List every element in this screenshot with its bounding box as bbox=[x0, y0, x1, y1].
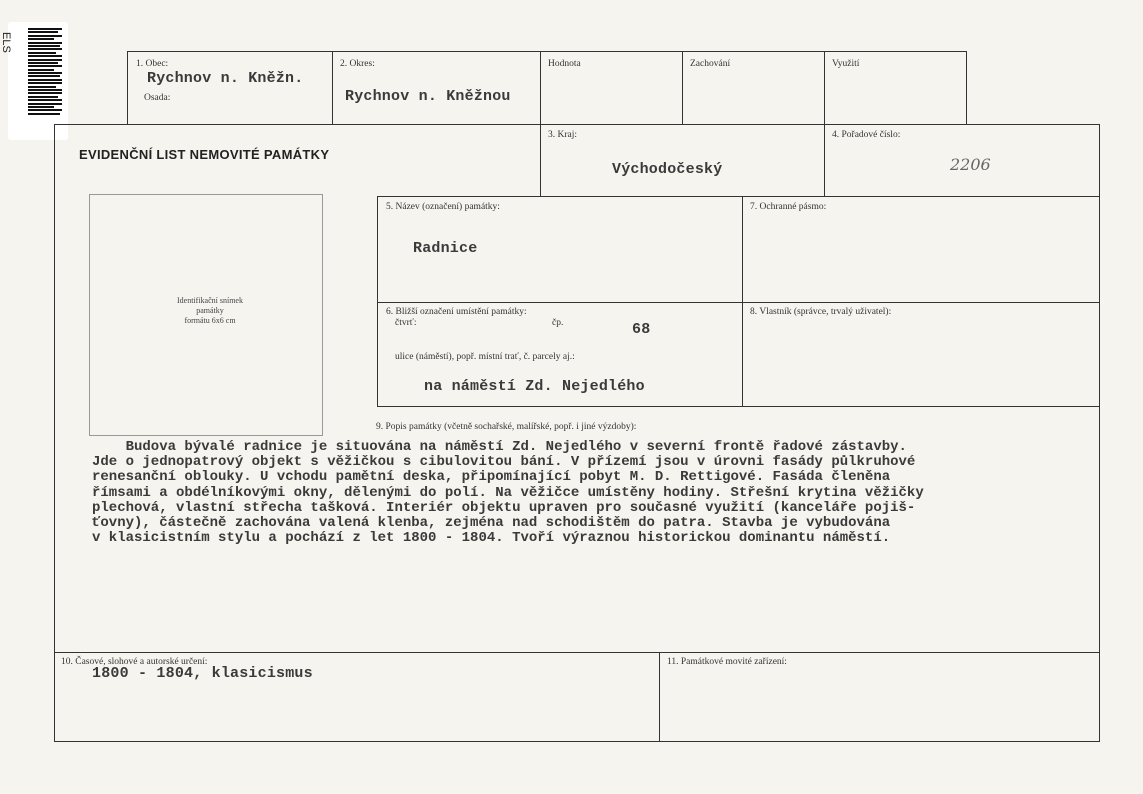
nazev-value: Radnice bbox=[413, 240, 478, 257]
popis-line: plechová, vlastní střecha tašková. Interiér objektu upraven pro současné využití (kanceláře pojiš- bbox=[92, 499, 916, 516]
vyuziti-label: Využití bbox=[832, 59, 860, 69]
photo-caption bbox=[150, 296, 270, 326]
ulice-value: na náměstí Zd. Nejedlého bbox=[424, 378, 645, 395]
popis-line: římsami a obdélníkovými okny, dělenými do polí. Na věžičce umístěny hodiny. Střešní krytina věžičky bbox=[92, 484, 924, 501]
popis-line: renesanční oblouky. U vchodu pamětní deska, připomínající pobyt M. D. Rettigové. Fasáda členěna bbox=[92, 469, 891, 486]
ochranne-label: 7. Ochranné pásmo: bbox=[750, 202, 827, 212]
okres-label: 2. Okres: bbox=[340, 59, 375, 69]
form-title: EVIDENČNÍ LIST NEMOVITÉ PAMÁTKY bbox=[79, 147, 330, 162]
movite-label: 11. Památkové movité zařízení: bbox=[667, 657, 787, 667]
barcode bbox=[28, 28, 62, 118]
photo-caption-line1: Identifikační snímek bbox=[177, 296, 243, 305]
popis-line: ťovny), částečně zachována valená klenba, zejména nad schodištěm do patra. Stavba je vybudována bbox=[92, 515, 891, 532]
okres-value: Rychnov n. Kněžnou bbox=[345, 88, 511, 105]
ochranne-box bbox=[742, 196, 1100, 303]
stamp-code: ELS bbox=[0, 32, 12, 53]
popis-line: Budova bývalé radnice je situována na náměstí Zd. Nejedlého v severní frontě řadové zástavby. bbox=[92, 439, 907, 455]
hodnota-label: Hodnota bbox=[548, 59, 581, 69]
ulice-label: ulice (náměstí), popř. místní trať, č. parcely aj.: bbox=[395, 352, 575, 362]
poradove-label: 4. Pořadové číslo: bbox=[832, 130, 901, 140]
poradove-value: 2206 bbox=[950, 155, 991, 174]
popis-divider bbox=[377, 406, 1100, 407]
nazev-label: 5. Název (označení) památky: bbox=[386, 202, 500, 212]
popis-line: Jde o jednopatrový objekt s věžičkou s cibulovitou bání. V přízemí jsou v úrovni fasády půlkruhové bbox=[92, 454, 916, 471]
cp-label: čp. bbox=[552, 318, 564, 328]
kraj-label: 3. Kraj: bbox=[548, 130, 578, 140]
cas-label: 10. Časové, slohové a autorské určení: bbox=[61, 657, 208, 667]
vlastnik-label: 8. Vlastník (správce, trvalý uživatel): bbox=[750, 307, 892, 317]
osada-label: Osada: bbox=[144, 93, 171, 103]
vlastnik-box bbox=[742, 302, 1100, 407]
kraj-value: Východočeský bbox=[612, 161, 723, 178]
zachovani-label: Zachování bbox=[690, 59, 731, 69]
obec-label: 1. Obec: bbox=[136, 59, 169, 69]
popis-text bbox=[92, 440, 1092, 546]
obec-value: Rychnov n. Kněžn. bbox=[147, 70, 304, 87]
ctvrt-label: čtvrť: bbox=[395, 318, 417, 328]
popis-label: 9. Popis památky (včetně sochařské, malířské, popř. i jiné výzdoby): bbox=[376, 422, 637, 432]
cas-value: 1800 - 1804, klasicismus bbox=[92, 665, 313, 682]
popis-line: v klasicistním stylu a pochází z let 1800 - 1804. Tvoří výraznou historickou dominantu náměstí. bbox=[92, 530, 891, 547]
umisteni-label: 6. Bližší označení umístění památky: bbox=[386, 307, 527, 317]
photo-caption-line2: památky bbox=[196, 306, 224, 315]
cp-value: 68 bbox=[632, 321, 651, 338]
photo-caption-line3: formátu 6x6 cm bbox=[184, 316, 236, 325]
